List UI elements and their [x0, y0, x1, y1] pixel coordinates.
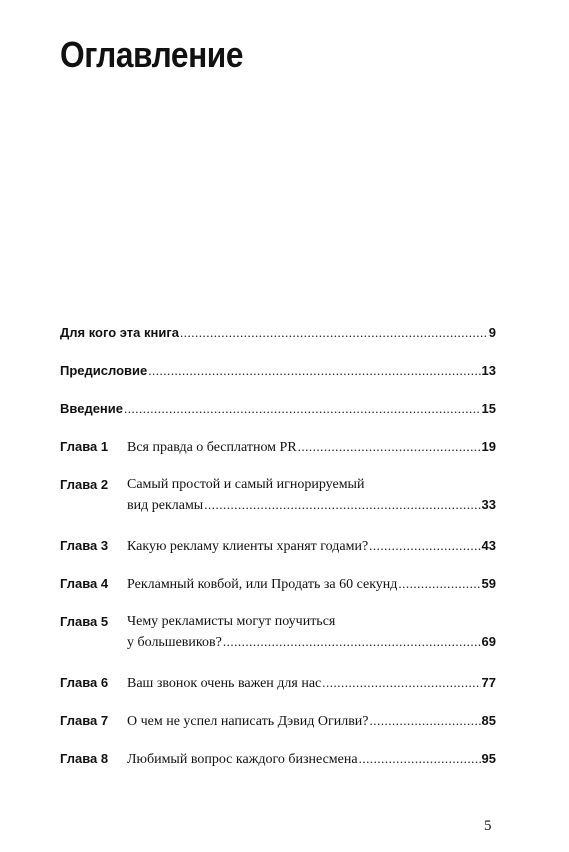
toc-page-number: 15: [481, 401, 496, 416]
chapter-label: Глава 3: [60, 538, 109, 553]
toc-page-number: 9: [488, 325, 496, 340]
toc-chapter-7: [60, 713, 496, 751]
toc-chapter-2: [60, 477, 496, 538]
toc-entry-label: Предисловие: [60, 363, 148, 378]
chapter-title: Рекламный ковбой, или Продать за 60 секунд: [127, 577, 398, 592]
chapter-label: Глава 1: [60, 439, 109, 454]
toc-entry-label: Для кого эта книга: [60, 325, 179, 340]
dot-leader: [370, 713, 481, 729]
chapter-label: Глава 4: [60, 576, 109, 591]
page-title: Оглавление: [60, 34, 244, 75]
chapter-label: Глава 5: [60, 614, 109, 629]
chapter-label: Глава 2: [60, 477, 109, 492]
toc-page-number: 69: [481, 634, 496, 649]
toc-page-number: 19: [481, 439, 496, 454]
chapter-label: Глава 7: [60, 713, 109, 728]
dot-leader: [298, 439, 481, 455]
chapter-title: Любимый вопрос каждого бизнесмена: [127, 752, 358, 767]
toc-chapter-3: [60, 538, 496, 576]
chapter-title-line1: Чему рекламисты могут поучиться: [127, 614, 336, 629]
toc-page-number: 85: [481, 713, 496, 728]
dot-leader: [223, 634, 481, 650]
dot-leader: [398, 576, 480, 592]
toc-page-number: 33: [481, 497, 496, 512]
chapter-title-line2: у большевиков?: [127, 635, 222, 650]
toc-chapter-4: [60, 576, 496, 614]
page-number: 5: [484, 818, 492, 834]
toc-page-number: 77: [481, 675, 496, 690]
dot-leader: [359, 751, 481, 767]
toc-chapter-5: [60, 614, 496, 675]
dot-leader: [180, 325, 488, 341]
dot-leader: [322, 675, 480, 691]
toc-page-number: 13: [481, 363, 496, 378]
table-of-contents: [60, 325, 496, 789]
chapter-title: Какую рекламу клиенты хранят годами?: [127, 539, 369, 554]
chapter-label: Глава 6: [60, 675, 109, 690]
toc-page-number: 95: [481, 751, 496, 766]
toc-entry-introduction: [60, 401, 496, 439]
toc-entry-intro-audience: [60, 325, 496, 363]
chapter-title-line1: Самый простой и самый игнорируемый: [127, 477, 365, 492]
toc-chapter-8: [60, 751, 496, 789]
toc-page-number: 43: [481, 538, 496, 553]
dot-leader: [204, 497, 480, 513]
toc-chapter-6: [60, 675, 496, 713]
dot-leader: [148, 363, 480, 379]
chapter-title: Ваш звонок очень важен для нас: [127, 676, 322, 691]
toc-page-number: 59: [481, 576, 496, 591]
toc-chapter-1: [60, 439, 496, 477]
dot-leader: [124, 401, 481, 417]
toc-entry-preface: [60, 363, 496, 401]
toc-entry-label: Введение: [60, 401, 123, 416]
chapter-title-line2: вид рекламы: [127, 498, 204, 513]
chapter-title: О чем не успел написать Дэвид Огилви?: [127, 714, 369, 729]
dot-leader: [369, 538, 480, 554]
chapter-title: Вся правда о бесплатном PR: [127, 440, 297, 455]
chapter-label: Глава 8: [60, 751, 109, 766]
